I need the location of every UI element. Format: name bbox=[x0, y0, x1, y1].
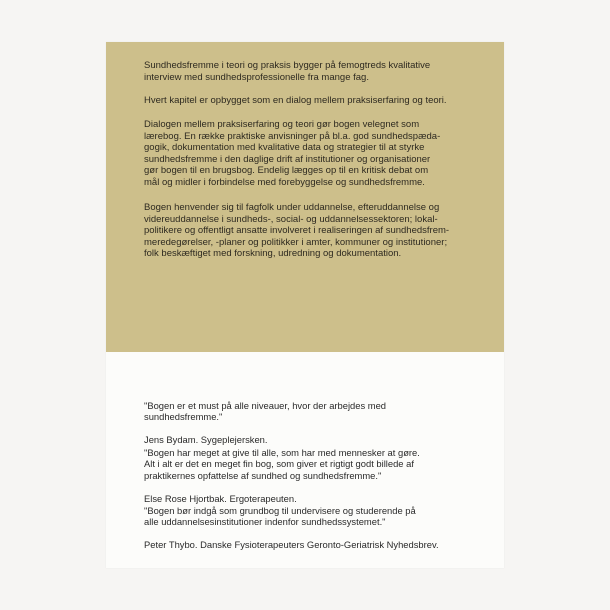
dialogue-paragraph: Dialogen mellem praksiserfaring og teori gør bogen velegnet som lærebog. En række praktiske anvisninger på bl.a. god sundhedspæda- gogik, dokumentation med kvalitative data og strategier til at styrke sundhedsfremme i den daglige drift af institutioner og organisationer gør bogen til en brugsbog. Endelig lægges op til en kritisk debat om mål og midler i forbindelse med forebyggelse og sundhedsfremme. bbox=[144, 119, 441, 188]
quote-3 bbox=[144, 493, 489, 551]
quote-text: "Bogen bør indgå som grundbog til undervisere og studerende på alle uddannelsesinstitutioner indenfor sundhedssystemet." bbox=[144, 504, 416, 528]
structure-paragraph: Hvert kapitel er opbygget som en dialog mellem praksiserfaring og teori. bbox=[144, 95, 447, 106]
quote-source: Peter Thybo. Danske Fysioterapeuters Geronto-Geriatrisk Nyhedsbrev. bbox=[144, 539, 439, 551]
quote-source: Else Rose Hjortbak. Ergoterapeuten. bbox=[144, 492, 297, 504]
intro-paragraph: Sundhedsfremme i teori og praksis bygger på femogtreds kvalitative interview med sundhedsprofessionelle fra mange fag. bbox=[144, 60, 431, 83]
quotes-panel bbox=[106, 352, 504, 568]
book-back-cover bbox=[106, 42, 504, 568]
quote-source: Jens Bydam. Sygeplejersken. bbox=[144, 434, 268, 446]
audience-paragraph: Bogen henvender sig til fagfolk under uddannelse, efteruddannelse og videreuddannelse i sundheds-, social- og uddannelsessektoren; lokal- politikere og offentligt ansatte involveret i realiseringen af sundhedsfrem- meredegørelser, -planer og politikker i amter, kommuner og institutioner; folk beskæftiget med forskning, udredning og dokumentation. bbox=[144, 202, 450, 260]
quote-text: "Bogen har meget at give til alle, som har med mennesker at gøre. Alt i alt er det en meget fin bog, som giver et rigtigt godt billede af praktikernes opfattelse af sundhed og sundhedsfremme." bbox=[144, 446, 420, 481]
quote-text: "Bogen er et must på alle niveauer, hvor der arbejdes med sundhedsfremme." bbox=[144, 399, 387, 423]
description-panel bbox=[106, 42, 504, 352]
